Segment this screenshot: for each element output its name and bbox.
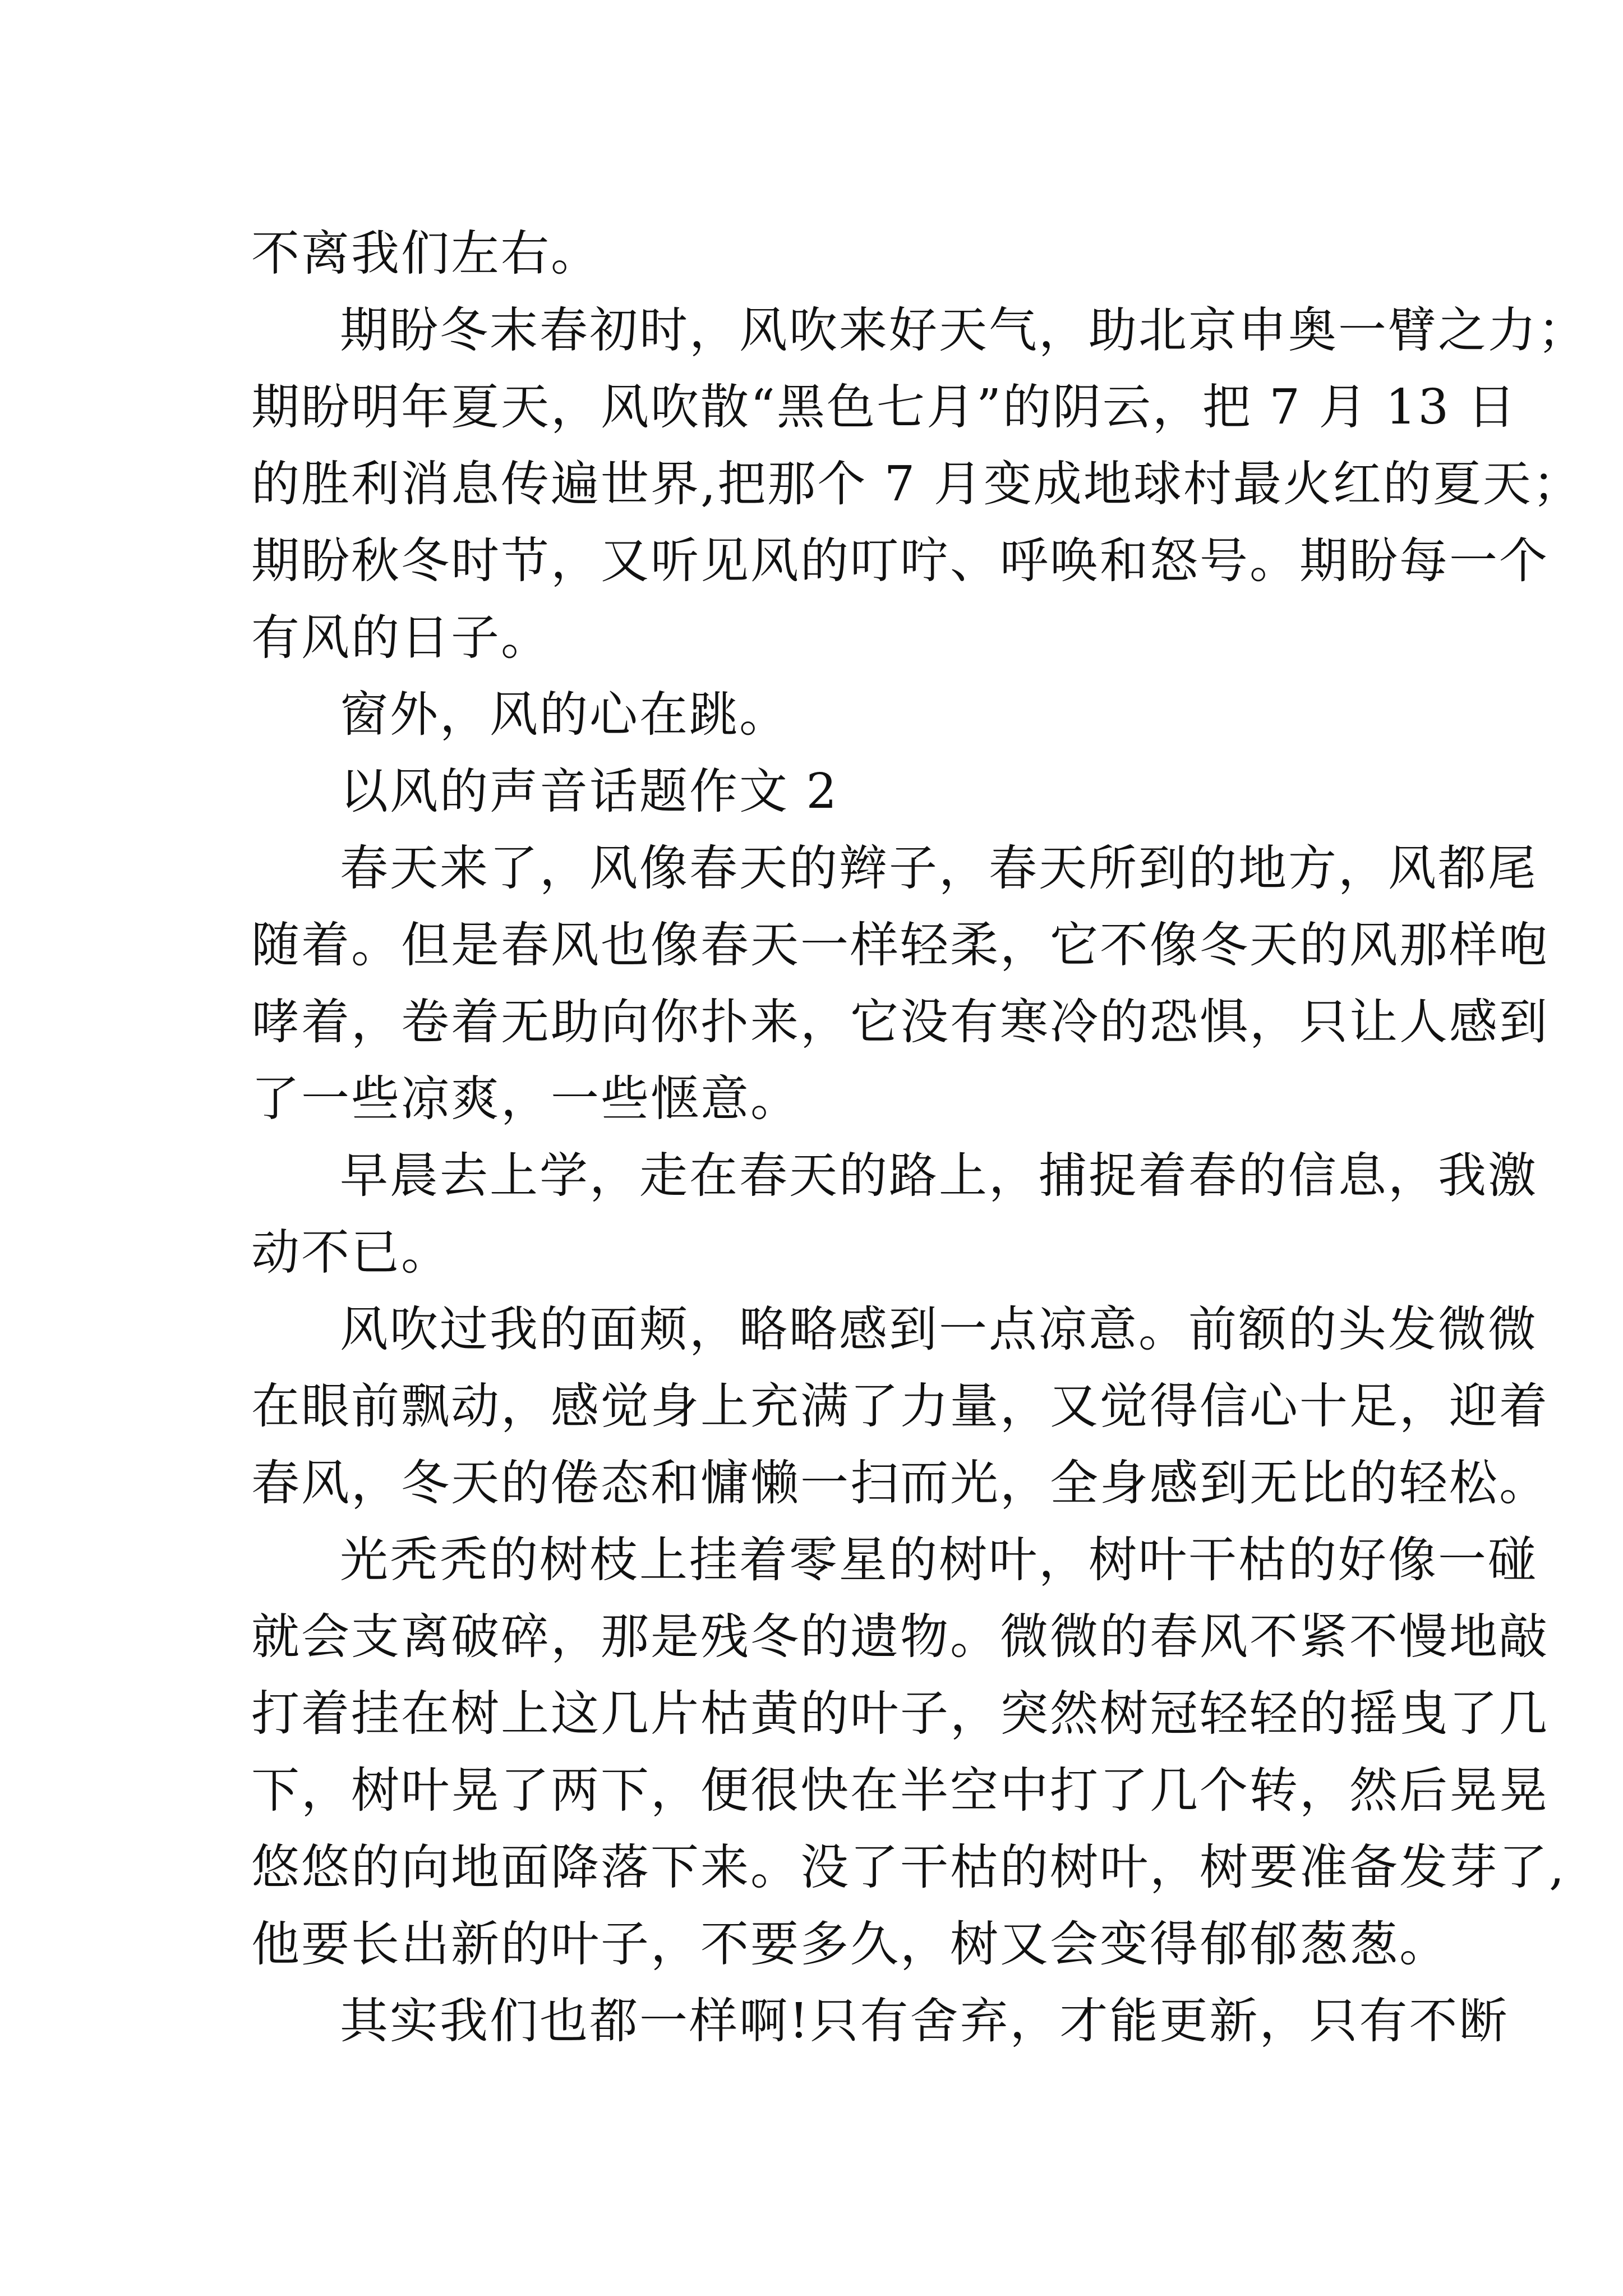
text-line: 哮着，卷着无助向你扑来，它没有寒冷的恐惧，只让人感到: [251, 994, 1549, 1050]
body-text: [251, 215, 1588, 2060]
text-line: 就会支离破碎，那是残冬的遗物。微微的春风不紧不慢地敲: [251, 1609, 1549, 1665]
paragraph-start-line: 光秃秃的树枝上挂着零星的树叶，树叶干枯的好像一碰: [340, 1532, 1538, 1588]
text-line: 在眼前飘动，感觉身上充满了力量，又觉得信心十足，迎着: [251, 1378, 1549, 1434]
paragraph-start-line: 期盼冬末春初时，风吹来好天气，助北京申奥一臂之力；: [340, 302, 1588, 358]
text-line: 随着。但是春风也像春天一样轻柔，它不像冬天的风那样咆: [251, 917, 1549, 973]
text-line: 有风的日子。: [251, 610, 551, 666]
text-line: 悠悠的向地面降落下来。没了干枯的树叶，树要准备发芽了,: [251, 1839, 1566, 1895]
paragraph-start-line: 窗外，风的心在跳。: [340, 687, 789, 743]
text-line: 期盼明年夏天，风吹散“黑色七月”的阴云，把 7 月 13 日: [251, 379, 1518, 435]
text-line: 春风，冬天的倦态和慵懒一扫而光，全身感到无比的轻松。: [251, 1455, 1549, 1511]
text-line: 他要长出新的叶子，不要多久，树又会变得郁郁葱葱。: [251, 1916, 1449, 1972]
text-line: 的胜利消息传遍世界,把那个 7 月变成地球村最火红的夏天；: [251, 456, 1583, 512]
paragraph-start-line: 早晨去上学，走在春天的路上，捕捉着春的信息，我激: [340, 1148, 1538, 1204]
text-line: 下，树叶晃了两下，便很快在半空中打了几个转，然后晃晃: [251, 1763, 1549, 1819]
paragraph-start-line: 其实我们也都一样啊!只有舍弃，才能更新，只有不断: [340, 1993, 1509, 2049]
section-heading: 以风的声音话题作文 2: [340, 763, 839, 820]
text-line: 动不已。: [251, 1225, 451, 1281]
paragraph-start-line: 春天来了，风像春天的辫子，春天所到的地方，风都尾: [340, 840, 1538, 896]
text-line: 打着挂在树上这几片枯黄的叶子，突然树冠轻轻的摇曳了几: [251, 1686, 1549, 1742]
text-line: 不离我们左右。: [251, 226, 601, 282]
text-line: 期盼秋冬时节，又听见风的叮咛、呼唤和怒号。期盼每一个: [251, 533, 1549, 589]
text-line: 了一些凉爽，一些惬意。: [251, 1071, 800, 1127]
paragraph-start-line: 风吹过我的面颊，略略感到一点凉意。前额的头发微微: [340, 1301, 1538, 1358]
